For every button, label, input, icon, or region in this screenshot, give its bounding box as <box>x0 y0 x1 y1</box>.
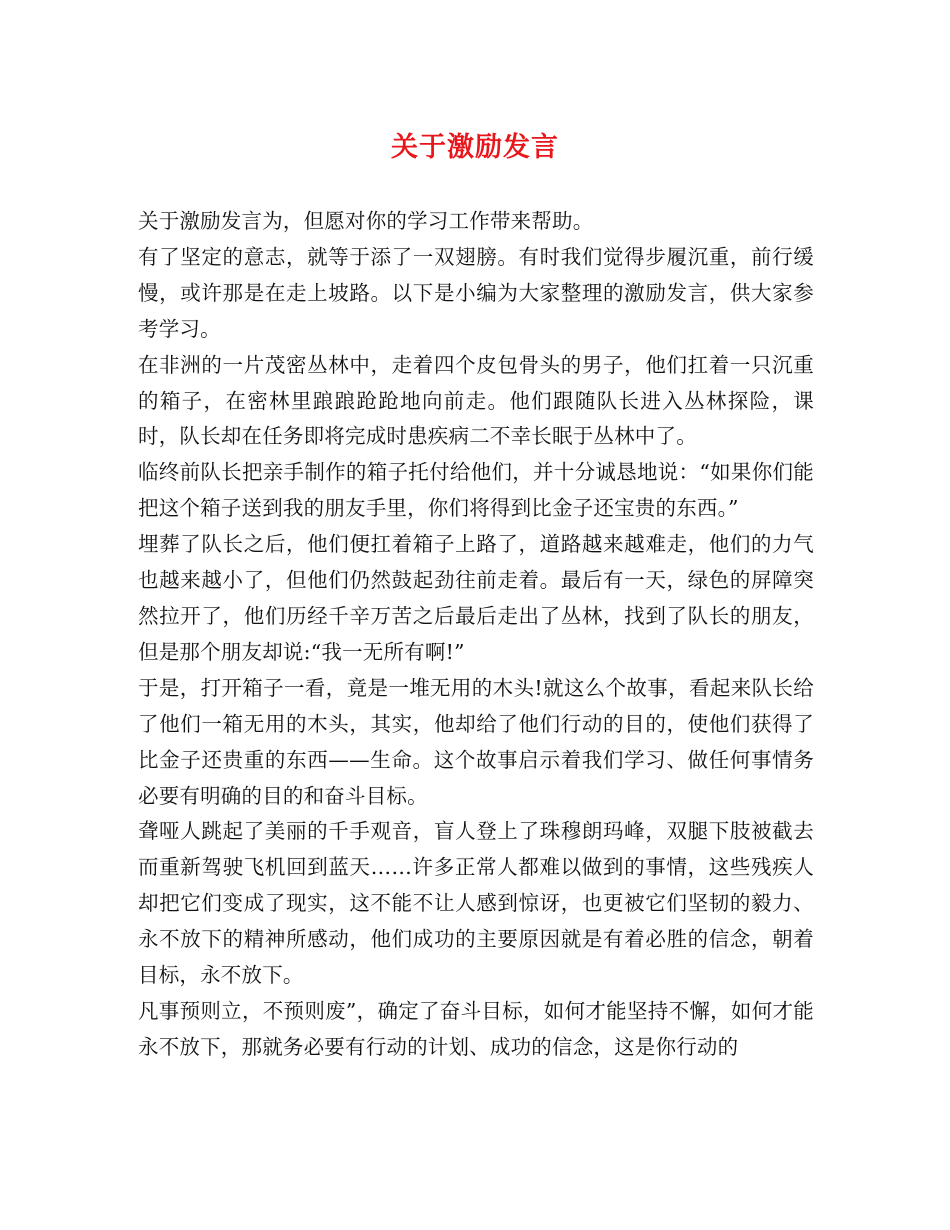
paragraph-disabled-achievers: 聋哑人跳起了美丽的千手观音，盲人登上了珠穆朗玛峰，双腿下肢被截去而重新驾驶飞机回到蓝天……许多正常人都难以做到的事情，这些残疾人却把它们变成了现实，这不能不让人感到惊讶，也更被它们坚韧的毅力、永不放下的精神所感动，他们成功的主要原因就是有着必胜的信念，朝着目标，永不放下。 <box>138 819 814 988</box>
paragraph-box-opened: 于是，打开箱子一看，竟是一堆无用的木头!就这么个故事，看起来队长给了他们一箱无用的木头，其实，他却给了他们行动的目的，使他们获得了比金子还贵重的东西——生命。这个故事启示着我们学习、做任何事情务必要有明确的目的和奋斗目标。 <box>138 675 814 808</box>
paragraph-plan: 凡事预则立，不预则废”，确定了奋斗目标，如何才能坚持不懈，如何才能永不放下，那就务必要有行动的计划、成功的信念，这是你行动的 <box>138 998 814 1059</box>
paragraph-intro: 关于激励发言为，但愿对你的学习工作带来帮助。 <box>138 209 594 233</box>
paragraph-willpower: 有了坚定的意志，就等于添了一双翅膀。有时我们觉得步履沉重，前行缓慢，或许那是在走上坡路。以下是小编为大家整理的激励发言，供大家参考学习。 <box>138 244 814 341</box>
paragraph-captain-request: 临终前队长把亲手制作的箱子托付给他们，并十分诚恳地说：“如果你们能把这个箱子送到我的朋友手里，你们将得到比金子还宝贵的东西。” <box>138 460 814 521</box>
paragraph-journey: 埋葬了队长之后，他们便扛着箱子上路了，道路越来越难走，他们的力气也越来越小了，但他们仍然鼓起劲往前走着。最后有一天，绿色的屏障突然拉开了，他们历经千辛万苦之后最后走出了丛林，找到了队长的朋友，但是那个朋友却说:“我一无所有啊!” <box>138 532 814 664</box>
document-body <box>138 204 814 1066</box>
paragraph-jungle-story: 在非洲的一片茂密丛林中，走着四个皮包骨头的男子，他们扛着一只沉重的箱子，在密林里踉踉跄跄地向前走。他们跟随队长进入丛林探险，课时，队长却在任务即将完成时患疾病二不幸长眠于丛林中了。 <box>138 352 814 449</box>
document-title: 关于激励发言 <box>391 132 559 163</box>
